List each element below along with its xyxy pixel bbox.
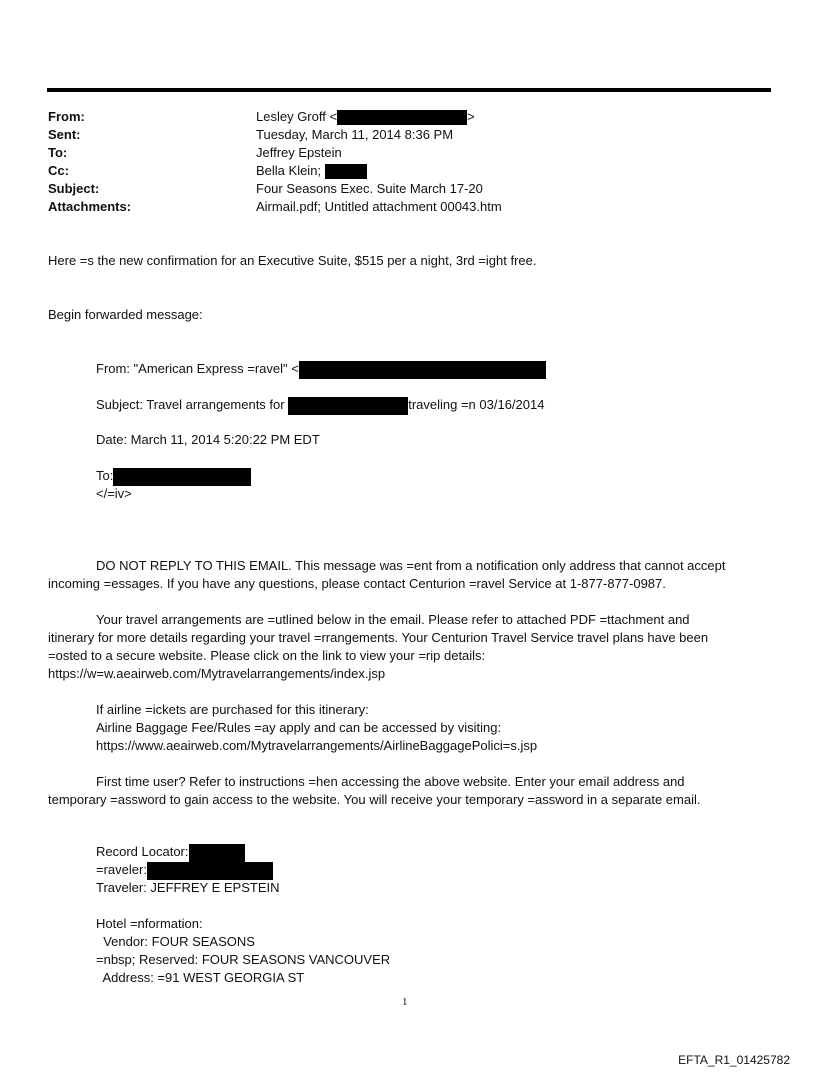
subject-row [48, 180, 748, 198]
from-row [48, 108, 748, 126]
intro-text: Here =s the new confirmation for an Executive Suite, $515 per a night, 3rd =ight free. [48, 253, 537, 268]
to-value: Jeffrey Epstein [256, 145, 342, 160]
para-1-line-1: DO NOT REPLY TO THIS EMAIL. This message was =ent from a notification only address that cannot accept [96, 558, 726, 573]
attachments-row [48, 198, 748, 216]
sent-label: Sent: [48, 127, 81, 142]
hotel-reserved: =nbsp; Reserved: FOUR SEASONS VANCOUVER [96, 952, 391, 967]
attachments-label: Attachments: [48, 199, 132, 214]
hotel-info: Hotel =nformation: [96, 916, 203, 931]
para-4-line-1: First time user? Refer to instructions =hen accessing the above website. Enter your email address and [96, 774, 685, 789]
subject-label: Subject: [48, 181, 100, 196]
document-id: EFTA_R1_01425782 [678, 1053, 790, 1067]
sent-row [48, 126, 748, 144]
sent-value: Tuesday, March 11, 2014 8:36 PM [256, 127, 454, 142]
from-label: From: [48, 109, 85, 124]
para-2-line-2: itinerary for more details regarding your travel =rrangements. Your Centurion Travel Service travel plans have been [48, 630, 709, 645]
from-value: Lesley Groff < > [256, 109, 475, 124]
record-locator: Record Locator: [96, 843, 245, 862]
para-2-link: https://w=w.aeairweb.com/Mytravelarrangements/index.jsp [48, 666, 386, 681]
subject-value: Four Seasons Exec. Suite March 17-20 [256, 181, 483, 196]
hotel-vendor: Vendor: FOUR SEASONS [96, 934, 255, 949]
top-rule [47, 88, 771, 92]
hotel-address: Address: =91 WEST GEORGIA ST [96, 970, 305, 985]
email-header [48, 108, 748, 216]
para-4-line-2: temporary =assword to gain access to the website. You will receive your temporary =assword in a separate email. [48, 792, 701, 807]
para-1-line-2: incoming =essages. If you have any questions, please contact Centurion =ravel Service at 1-877-877-0987. [48, 576, 666, 591]
redaction-box [288, 397, 408, 415]
attachments-value: Airmail.pdf; Untitled attachment 00043.htm [256, 199, 502, 214]
to-row [48, 144, 748, 162]
fwd-to: To: [96, 467, 251, 486]
redaction-box [299, 361, 546, 379]
para-3-line-2: Airline Baggage Fee/Rules =ay apply and can be accessed by visiting: [96, 720, 502, 735]
para-2-line-1: Your travel arrangements are =utlined below in the email. Please refer to attached PDF =ttachment and [96, 612, 690, 627]
traveler-name: Traveler: JEFFREY E EPSTEIN [96, 880, 280, 895]
para-3-link: https://www.aeairweb.com/Mytravelarrangements/AirlineBaggagePolici=s.jsp [96, 738, 538, 753]
fwd-from: From: "American Express =ravel" < [96, 360, 546, 379]
cc-row [48, 162, 748, 180]
to-label: To: [48, 145, 68, 160]
fwd-date: Date: March 11, 2014 5:20:22 PM EDT [96, 432, 320, 447]
cc-label: Cc: [48, 163, 69, 178]
redaction-box [325, 164, 367, 179]
para-3-line-1: If airline =ickets are purchased for this itinerary: [96, 702, 369, 717]
para-2-line-3: =osted to a secure website. Please click on the link to view your =rip details: [48, 648, 486, 663]
redaction-box [113, 468, 251, 486]
fwd-subject: Subject: Travel arrangements for traveling =n 03/16/2014 [96, 396, 544, 415]
fwd-div: </=iv> [96, 486, 132, 501]
redaction-box [189, 844, 245, 862]
traveler-redacted: =raveler: [96, 861, 273, 880]
forwarded-label: Begin forwarded message: [48, 307, 203, 322]
cc-value: Bella Klein; [256, 162, 748, 180]
redaction-box [147, 862, 273, 880]
page-number: 1 [402, 996, 408, 1008]
redaction-box [337, 110, 467, 125]
